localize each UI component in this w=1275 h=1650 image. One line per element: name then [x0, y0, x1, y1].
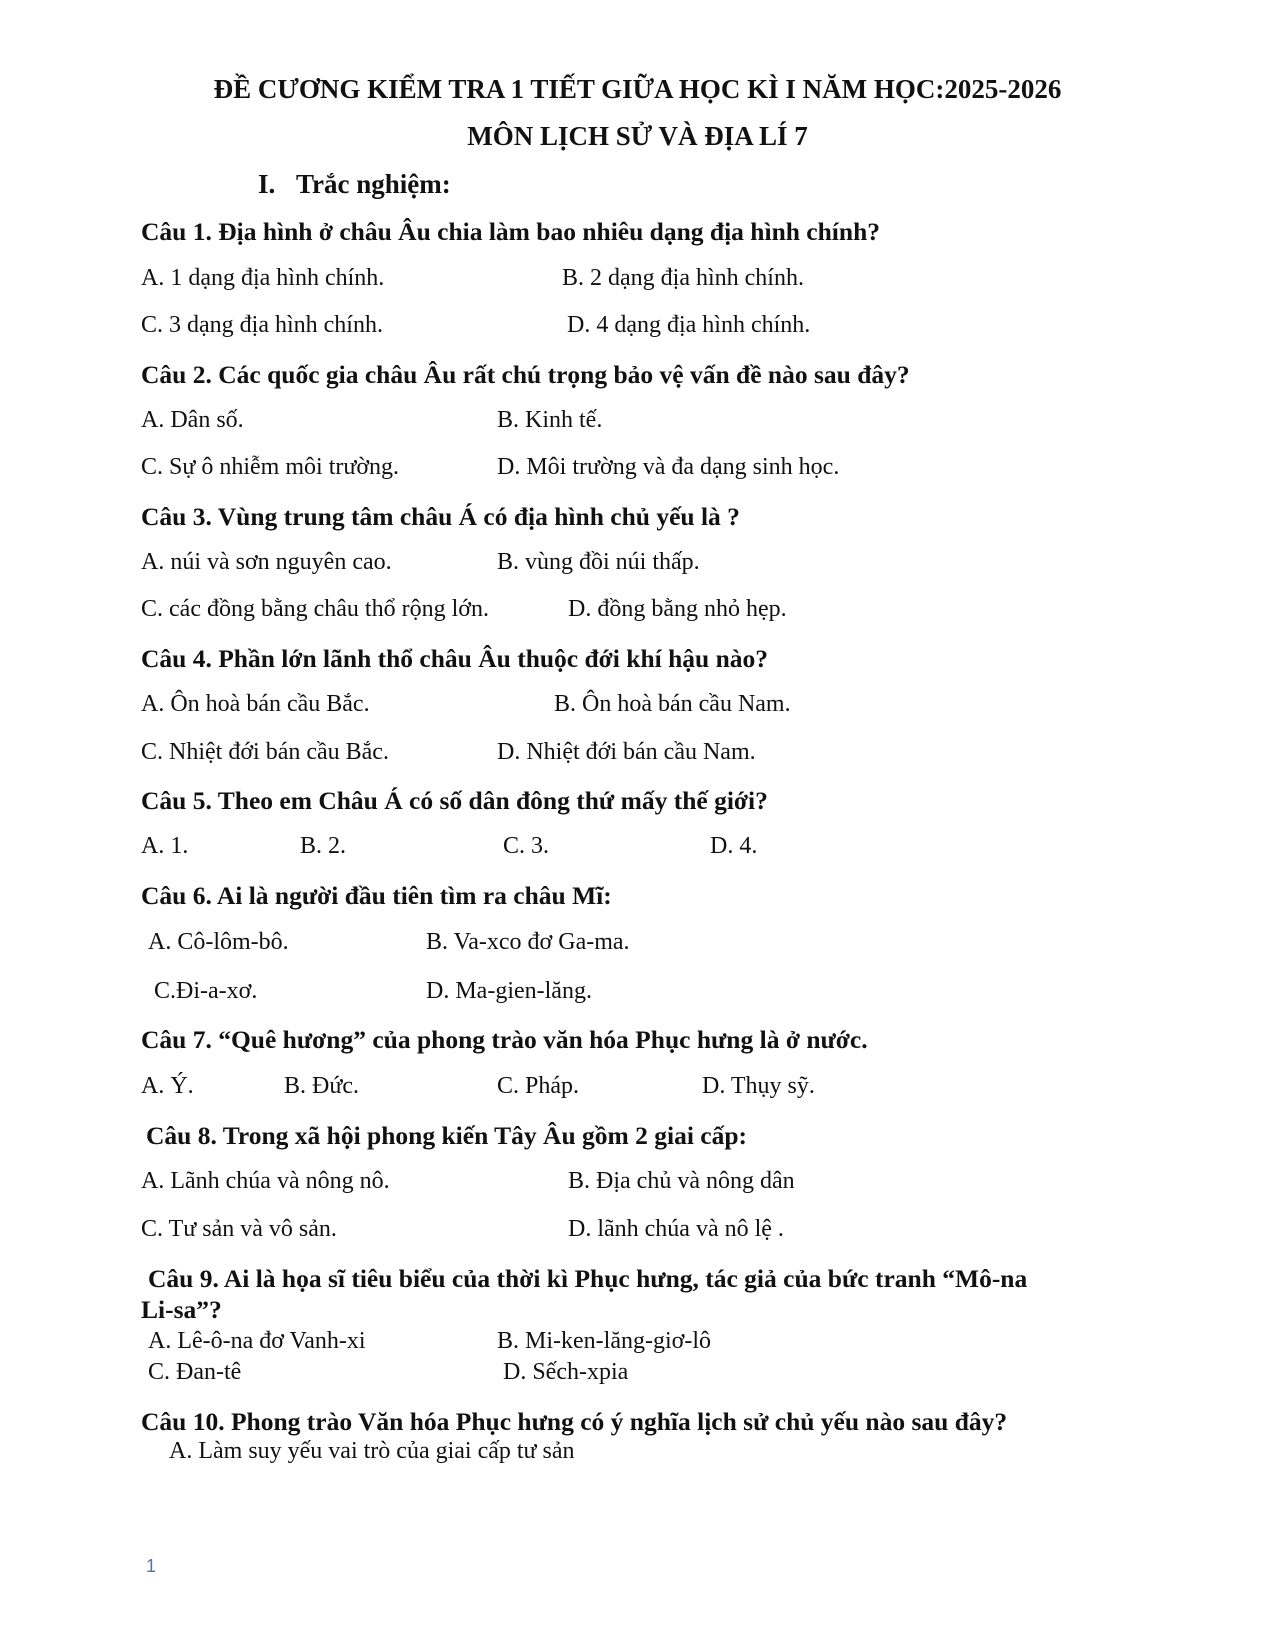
question-9: Câu 9. Ai là họa sĩ tiêu biểu của thời kì Phục hưng, tác giả của bức tranh “Mô-na — [148, 1264, 1028, 1293]
question-3: Câu 3. Vùng trung tâm châu Á có địa hình chủ yếu là ? — [141, 502, 740, 531]
section-number: I. — [258, 169, 276, 199]
page-number: 1 — [146, 1556, 157, 1576]
subject-title: MÔN LỊCH SỬ VÀ ĐỊA LÍ 7 — [467, 121, 808, 151]
section-label: Trắc nghiệm: — [296, 169, 451, 199]
option-6c: C.Đi-a-xơ. — [154, 978, 258, 1004]
option-2c: C. Sự ô nhiễm môi trường. — [141, 454, 400, 480]
question-5: Câu 5. Theo em Châu Á có số dân đông thứ mấy thế giới? — [141, 786, 768, 815]
question-6: Câu 6. Ai là người đầu tiên tìm ra châu Mĩ: — [141, 881, 612, 910]
option-2a: A. Dân số. — [141, 407, 244, 433]
option-8d: D. lãnh chúa và nô lệ . — [568, 1216, 784, 1242]
option-5a: A. 1. — [141, 833, 189, 859]
option-7b: B. Đức. — [284, 1073, 359, 1099]
option-4d: D. Nhiệt đới bán cầu Nam. — [497, 739, 756, 765]
question-2: Câu 2. Các quốc gia châu Âu rất chú trọng bảo vệ vấn đề nào sau đây? — [141, 360, 910, 389]
option-8a: A. Lãnh chúa và nông nô. — [141, 1168, 390, 1194]
option-4a: A. Ôn hoà bán cầu Bắc. — [141, 691, 370, 717]
option-1d: D. 4 dạng địa hình chính. — [567, 312, 811, 338]
option-1b: B. 2 dạng địa hình chính. — [562, 265, 804, 291]
question-4: Câu 4. Phần lớn lãnh thổ châu Âu thuộc đới khí hậu nào? — [141, 644, 769, 673]
option-4c: C. Nhiệt đới bán cầu Bắc. — [141, 739, 389, 765]
option-7c: C. Pháp. — [497, 1073, 580, 1099]
option-2b: B. Kinh tế. — [497, 407, 603, 433]
option-2d: D. Môi trường và đa dạng sinh học. — [497, 454, 840, 480]
option-6a: A. Cô-lôm-bô. — [148, 929, 289, 955]
question-7: Câu 7. “Quê hương” của phong trào văn hóa Phục hưng là ở nước. — [141, 1025, 868, 1054]
option-6d: D. Ma-gien-lăng. — [426, 978, 592, 1004]
question-8: Câu 8. Trong xã hội phong kiến Tây Âu gồm 2 giai cấp: — [146, 1121, 748, 1150]
option-1a: A. 1 dạng địa hình chính. — [141, 265, 385, 291]
option-5b: B. 2. — [300, 833, 347, 859]
option-3c: C. các đồng bằng châu thổ rộng lớn. — [141, 596, 489, 622]
question-1: Câu 1. Địa hình ở châu Âu chia làm bao nhiêu dạng địa hình chính? — [141, 217, 881, 246]
option-8b: B. Địa chủ và nông dân — [568, 1168, 795, 1194]
option-9d: D. Sếch-xpia — [503, 1359, 629, 1385]
section-heading — [258, 169, 451, 200]
question-9-continued: Li-sa”? — [141, 1295, 222, 1324]
option-10a: A. Làm suy yếu vai trò của giai cấp tư sản — [169, 1438, 575, 1464]
option-3d: D. đồng bằng nhỏ hẹp. — [568, 596, 787, 622]
option-1c: C. 3 dạng địa hình chính. — [141, 312, 383, 338]
option-9c: C. Đan-tê — [148, 1359, 242, 1385]
option-7d: D. Thụy sỹ. — [702, 1073, 815, 1099]
option-6b: B. Va-xco đơ Ga-ma. — [426, 929, 630, 955]
document-title: ĐỀ CƯƠNG KIỂM TRA 1 TIẾT GIỮA HỌC KÌ I NĂM HỌC:2025-2026 — [213, 74, 1062, 104]
option-9a: A. Lê-ô-na đơ Vanh-xi — [148, 1328, 366, 1354]
question-10: Câu 10. Phong trào Văn hóa Phục hưng có ý nghĩa lịch sử chủ yếu nào sau đây? — [141, 1407, 1008, 1436]
option-3b: B. vùng đồi núi thấp. — [497, 549, 700, 575]
option-9b: B. Mi-ken-lăng-giơ-lô — [497, 1328, 711, 1354]
option-8c: C. Tư sản và vô sản. — [141, 1216, 337, 1242]
option-3a: A. núi và sơn nguyên cao. — [141, 549, 392, 575]
option-4b: B. Ôn hoà bán cầu Nam. — [554, 691, 791, 717]
option-5c: C. 3. — [503, 833, 550, 859]
option-7a: A. Ý. — [141, 1073, 194, 1099]
option-5d: D. 4. — [710, 833, 758, 859]
